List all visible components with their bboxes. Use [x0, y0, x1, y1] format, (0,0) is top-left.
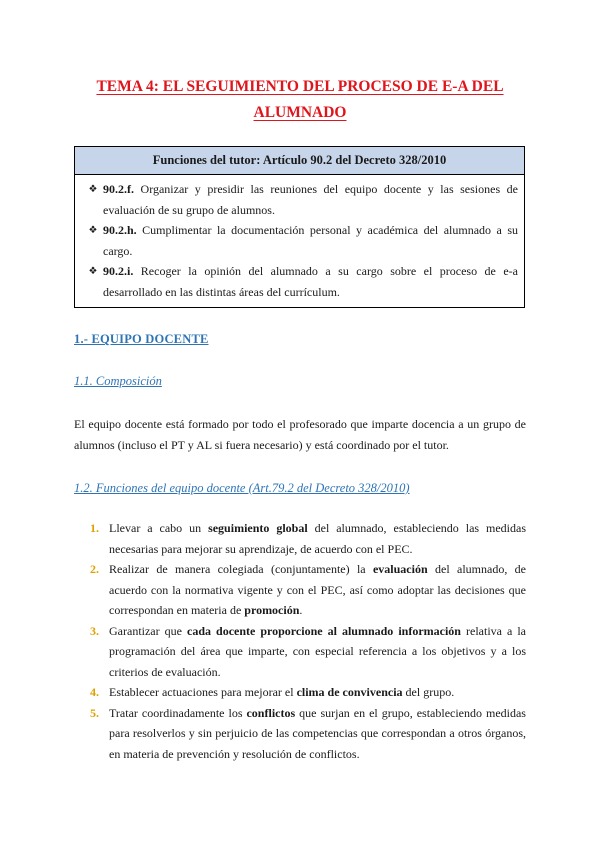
diamond-bullet-icon: ❖ — [88, 184, 98, 195]
list-number: 5. — [90, 705, 99, 720]
list-item: 2. Realizar de manera colegiada (conjuntamente) la evaluación del alumnado, de acuerdo con la normativa vigente y con el PEC, así como adoptar las decisiones que correspondan en materia de promoción. — [90, 559, 526, 621]
tutor-function-item — [83, 179, 518, 220]
emphasis: cada docente proporcione al alumnado información — [187, 623, 461, 638]
emphasis: conflictos — [246, 705, 296, 720]
tutor-functions-header: Funciones del tutor: Artículo 90.2 del Decreto 328/2010 — [75, 147, 524, 175]
emphasis: promoción — [244, 603, 300, 617]
list-number: 1. — [90, 521, 99, 535]
function-code: 90.2.f. — [103, 182, 134, 196]
function-code: 90.2.i. — [103, 264, 134, 278]
function-text: Cumplimentar la documentación personal y académica del alumnado a su cargo. — [103, 223, 518, 258]
section-heading-equipo-docente: 1.- EQUIPO DOCENTE — [74, 332, 209, 346]
function-text: Recoger la opinión del alumnado a su cargo sobre el proceso de e-a desarrollado en las distintas áreas del currículum. — [103, 264, 518, 299]
functions-numbered-list — [90, 518, 526, 764]
composition-paragraph: El equipo docente está formado por todo el profesorado que imparte docencia a un grupo de alumnos (incluso el PT y AL si fuera necesario) y está coordinado por el tutor. — [74, 417, 526, 452]
list-number: 3. — [90, 623, 99, 638]
tutor-function-item — [83, 220, 518, 261]
diamond-bullet-icon: ❖ — [88, 225, 98, 236]
list-number: 2. — [90, 562, 99, 576]
diamond-bullet-icon: ❖ — [88, 266, 98, 277]
emphasis: clima de convivencia — [296, 685, 403, 699]
list-number: 4. — [90, 685, 99, 699]
function-code: 90.2.h. — [103, 223, 137, 237]
list-item: 4. Establecer actuaciones para mejorar el clima de convivencia del grupo. — [90, 682, 526, 703]
function-text: Organizar y presidir las reuniones del equipo docente y las sesiones de evaluación de su grupo de alumnos. — [103, 182, 518, 217]
tutor-functions-list — [75, 175, 524, 302]
tutor-functions-box — [74, 146, 525, 308]
page-title-line-2: ALUMNADO — [253, 104, 347, 121]
tutor-function-item — [83, 261, 518, 302]
subsection-heading-funciones: 1.2. Funciones del equipo docente (Art.79.2 del Decreto 328/2010) — [74, 481, 410, 495]
emphasis: evaluación — [372, 562, 428, 576]
page-title-line-1: TEMA 4: EL SEGUIMIENTO DEL PROCESO DE E-A DEL — [96, 78, 504, 95]
list-item: 1. Llevar a cabo un seguimiento global del alumnado, estableciendo las medidas necesarias para mejorar su aprendizaje, de acuerdo con el PEC. — [90, 518, 526, 559]
list-item: 3. Garantizar que cada docente proporcione al alumnado información relativa a la programación del área que imparte, con especial referencia a los objetivos y a los criterios de evaluación. — [90, 621, 526, 683]
page-title — [60, 74, 540, 126]
list-item: 5. Tratar coordinadamente los conflictos que surjan en el grupo, estableciendo medidas para resolverlos y sin perjuicio de las competencias que correspondan a otros órganos, en materia de prevención y resolución de conflictos. — [90, 703, 526, 765]
emphasis: seguimiento global — [208, 521, 308, 535]
subsection-heading-composicion: 1.1. Composición — [74, 374, 162, 388]
